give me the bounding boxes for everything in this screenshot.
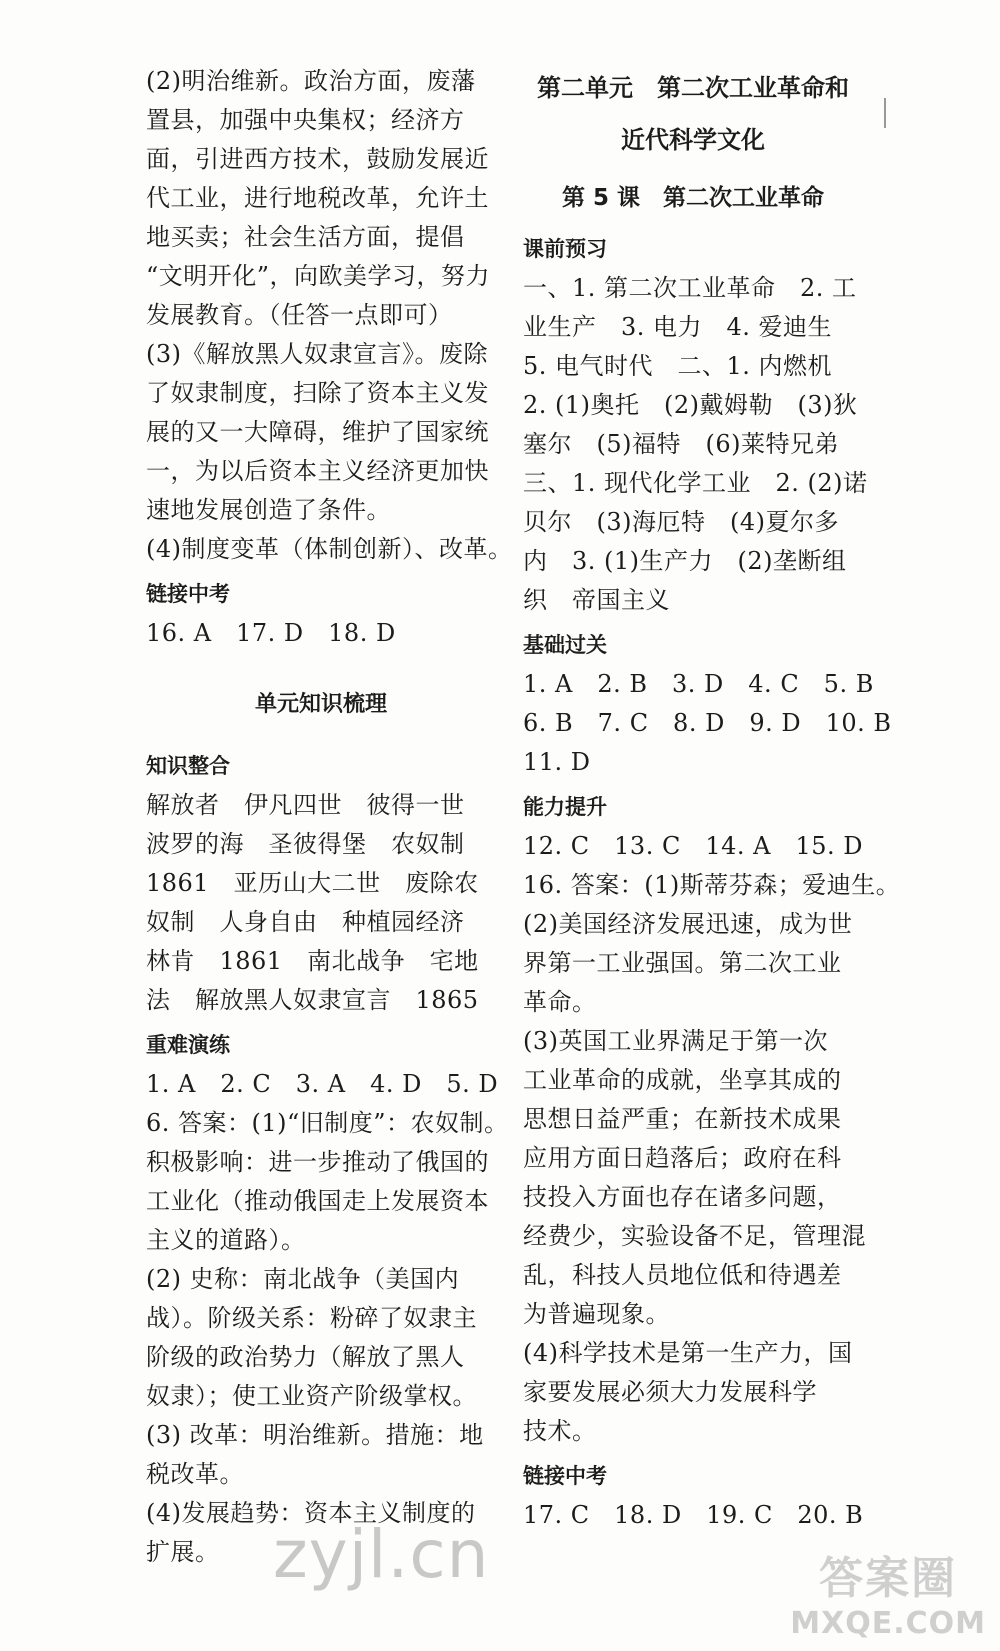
- text-line: 技投入方面也存在诸多问题，: [523, 1183, 842, 1211]
- heading-drill: 重难演练: [146, 1033, 230, 1057]
- text-line: 工业革命的成就，坐享其成的: [523, 1066, 842, 1094]
- text-line: “文明开化”，向欧美学习，努力: [146, 262, 491, 290]
- unit-title-line1: 第二单元 第二次工业革命和: [537, 74, 849, 102]
- text-line: (2) 史称：南北战争（美国内: [146, 1265, 460, 1293]
- text-line: 战）。阶级关系：粉碎了奴隶主: [146, 1304, 477, 1332]
- unit-title-line2: 近代科学文化: [621, 126, 765, 154]
- answer-line: 1. A 2. B 3. D 4. C 5. B: [523, 670, 874, 698]
- text-line: 为普遍现象。: [523, 1300, 670, 1328]
- heading-ability: 能力提升: [523, 795, 607, 819]
- text-line: 发展教育。（任答一点即可）: [146, 301, 453, 329]
- answer-line: 6. B 7. C 8. D 9. D 10. B: [523, 709, 892, 737]
- text-line: 思想日益严重；在新技术成果: [523, 1105, 842, 1133]
- text-line: 林肯 1861 南北战争 宅地: [146, 947, 479, 975]
- preview-block: [523, 269, 868, 620]
- text-line: 16. 答案：(1)斯蒂芬森；爱迪生。: [523, 871, 901, 899]
- text-line: 奴制 人身自由 种植园经济: [146, 908, 465, 936]
- section-title: 单元知识梳理: [254, 692, 387, 717]
- left-answers-block-a: [146, 62, 513, 569]
- text-line: 1861 亚历山大二世 废除农: [146, 869, 479, 897]
- text-line: (4)发展趋势：资本主义制度的: [146, 1499, 476, 1527]
- text-line: 一、1. 第二次工业革命 2. 工: [523, 274, 857, 302]
- text-line: 解放者 伊凡四世 彼得一世: [146, 791, 465, 819]
- text-line: 阶级的政治势力（解放了黑人: [146, 1343, 465, 1371]
- text-line: 内 3. (1)生产力 (2)垄断组: [523, 547, 847, 575]
- basics-block: [523, 665, 892, 782]
- text-line: 技术。: [523, 1417, 597, 1445]
- text-line: 5. 电气时代 二、1. 内燃机: [523, 352, 833, 380]
- drill-answers: 1. A 2. C 3. A 4. D 5. D: [146, 1070, 499, 1098]
- answer-line: 12. C 13. C 14. A 15. D: [523, 832, 863, 860]
- text-line: 置县，加强中央集权；经济方: [146, 106, 465, 134]
- text-line: (2)明治维新。政治方面，废藩: [146, 67, 476, 95]
- link-exam-answers-right: 17. C 18. D 19. C 20. B: [523, 1501, 864, 1529]
- heading-integration: 知识整合: [146, 754, 230, 778]
- text-line: 一，为以后资本主义经济更加快: [146, 457, 489, 485]
- watermark-logo-text: 答案圈: [819, 1553, 958, 1604]
- text-line: 地买卖；社会生活方面，提倡: [146, 223, 465, 251]
- watermark-site: zyjl.cn: [273, 1516, 490, 1593]
- text-line: 业生产 3. 电力 4. 爱迪生: [523, 313, 833, 341]
- text-line: 代工业，进行地税改革，允许土: [146, 184, 489, 212]
- text-line: 6. 答案：(1)“旧制度”：农奴制。: [146, 1109, 509, 1137]
- text-line: 扩展。: [146, 1538, 220, 1566]
- text-line: 三、1. 现代化学工业 2. (2)诺: [523, 469, 868, 497]
- left-column: [146, 62, 513, 1572]
- watermark-logo: [790, 1542, 986, 1641]
- heading-link-exam-right: 链接中考: [523, 1464, 607, 1488]
- text-line: 展的又一大障碍，维护了国家统: [146, 418, 489, 446]
- heading-link-exam: 链接中考: [146, 582, 230, 606]
- text-line: (3) 改革：明治维新。措施：地: [146, 1421, 484, 1449]
- answer-line: 11. D: [523, 748, 591, 776]
- heading-preview: 课前预习: [523, 237, 607, 261]
- lesson-title: 第 5 课 第二次工业革命: [561, 185, 825, 211]
- text-line: 速地发展创造了条件。: [146, 496, 391, 524]
- text-line: 革命。: [523, 988, 597, 1016]
- text-line: 2. (1)奥托 (2)戴姆勒 (3)狄: [523, 391, 858, 419]
- text-line: 面，引进西方技术，鼓励发展近: [146, 145, 489, 173]
- text-line: (4)制度变革（体制创新）、改革。: [146, 535, 513, 563]
- link-exam-answers: 16. A 17. D 18. D: [146, 619, 396, 647]
- text-line: 经费少，实验设备不足，管理混: [523, 1222, 866, 1250]
- left-answers-block-b: [146, 1104, 509, 1572]
- watermark-logo-domain: MXQE.COM: [790, 1606, 986, 1641]
- text-line: (4)科学技术是第一生产力，国: [523, 1339, 853, 1367]
- right-column: [523, 62, 901, 1535]
- page-edge-mark: [884, 98, 894, 128]
- text-line: 主义的道路）。: [146, 1226, 306, 1254]
- text-line: 乱，科技人员地位低和待遇差: [523, 1261, 842, 1289]
- integration-block: [146, 786, 496, 1020]
- text-line: 波罗的海 圣彼得堡 农奴制: [146, 830, 465, 858]
- text-line: 应用方面日趋落后；政府在科: [523, 1144, 842, 1172]
- text-line: 法 解放黑人奴隶宣言 1865: [146, 986, 479, 1014]
- text-line: 积极影响：进一步推动了俄国的: [146, 1148, 489, 1176]
- ability-block: [523, 827, 901, 1451]
- text-line: 家要发展必须大力发展科学: [523, 1378, 817, 1406]
- text-line: (3)《解放黑人奴隶宣言》。废除: [146, 340, 488, 368]
- text-line: (2)美国经济发展迅速，成为世: [523, 910, 853, 938]
- text-line: 界第一工业强国。第二次工业: [523, 949, 842, 977]
- text-line: (3)英国工业界满足于第一次: [523, 1027, 828, 1055]
- text-line: 税改革。: [146, 1460, 244, 1488]
- text-line: 贝尔 (3)海厄特 (4)夏尔多: [523, 508, 839, 536]
- text-line: 织 帝国主义: [523, 586, 670, 614]
- text-line: 塞尔 (5)福特 (6)莱特兄弟: [523, 430, 839, 458]
- heading-basics: 基础过关: [523, 633, 607, 657]
- text-line: 奴隶）；使工业资产阶级掌权。: [146, 1382, 477, 1410]
- text-line: 工业化（推动俄国走上发展资本: [146, 1187, 489, 1215]
- text-line: 了奴隶制度，扫除了资本主义发: [146, 379, 489, 407]
